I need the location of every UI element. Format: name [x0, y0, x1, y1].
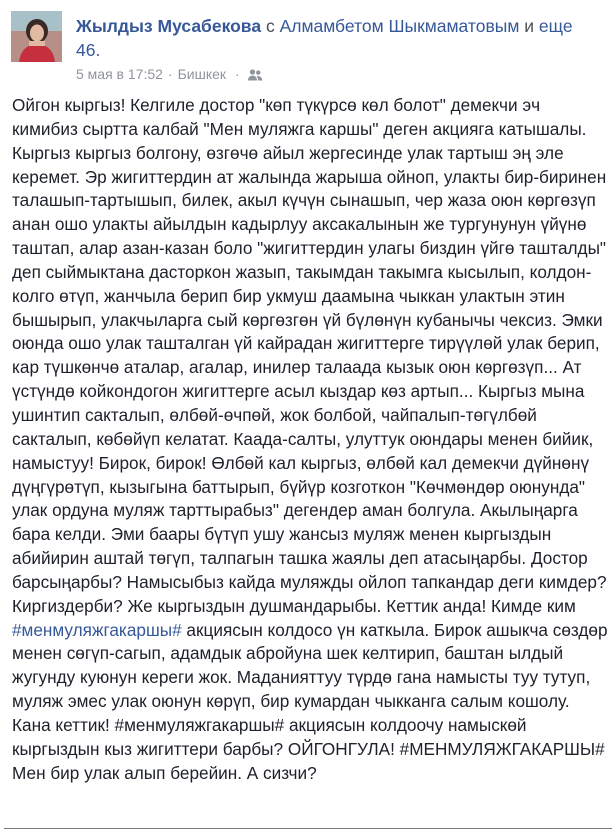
- with-word: с: [265, 16, 275, 36]
- post-location-link[interactable]: Бишкек: [177, 66, 227, 82]
- and-word: и: [524, 16, 535, 36]
- post-body-text: [12, 94, 610, 785]
- hashtag-link[interactable]: #менмуляжгакаршы#: [12, 619, 182, 640]
- meta-separator-2: ·: [234, 66, 240, 82]
- tagged-person-link[interactable]: Алмамбетом Шыкмаматовым: [279, 16, 520, 36]
- author-name-link[interactable]: Жылдыз Мусабекова: [76, 16, 262, 36]
- post-text-segment: акциясын колдосо үн каткыла. Бирок ашыкча сөздөр менен сөгүп-сагып, адамдык абройуна шек келтирип, баштан ылдый жугунду куюнун кереги жок. Маданияттуу түрдө гана намысты туу тутуп, муляж эмес улак оюнун көрүп, бир кумардан чыкканга салым кошолу. Кана кеттик! #менмуляжгакаршы# акциясын колдоочу намыскөй кыргыздын кыз жигиттери барбы? ОЙГОНГУЛА! #МЕНМУЛЯЖГАКАРШЫ# Мен бир улак алып берейин. А сизчи?: [12, 619, 608, 783]
- post-meta: [76, 66, 263, 85]
- post-timestamp-link[interactable]: 5 мая в 17:52: [76, 66, 163, 82]
- avatar-photo-icon: [11, 11, 62, 62]
- meta-separator: ·: [167, 66, 173, 82]
- others-link[interactable]: еще 46.: [76, 16, 573, 60]
- friends-icon[interactable]: [247, 68, 263, 85]
- post-text-segment: Ойгон кыргыз! Келгиле достор "көп түкүрсө көл болот" демекчи эч кимибиз сыртта калбай "Мен муляжга каршы" деген акцияга катышалы. Кыргыз кыргыз болгону, өзгөчө айыл жергесинде улак тартыш эң эле керемет. Эр жигиттердин ат жалында жарыша ойноп, улакты бир-биринен талашып-тартышып, билек, акыл күчүн сынашып, чер жаза оюн көргөзүп анан ошо улакты айылдын кадырлуу аксакалынын же тургунунун үйүнө таштап, алар азан-казан боло "жигиттердин улагы биздин үйгө ташталды" деп сыймыктана дасторкон жазып, такымдан такымга кысылып, колдон-колго өтүп, жанчыла берип бир укмуш даамына чыккан улактын этин бышырып, улакчыларга сый көргөзгөн үй бүлөнүн кубанычы чексиз. Эмки оюнда ошо улак ташталган үй кайрадан жигиттерге тирүүлөй улак берип, кар түшкөнчө аталар, агалар, инилер талаада кызык оюн көргөзүп... Ат үстүндө койкондогон жигиттерге асыл кыздар көз артып... Кыргыз мына ушинтип сакталып, өлбөй-өчпөй, жок болбой, чайпалып-төгүлбөй сакталып, көбөйүп келатат. Каада-салты, улуттук оюндары менен бийик, намыстуу! Бирок, бирок! Өлбөй кал кыргыз, өлбөй кал демекчи дүйнөнү дүңгүрөтүп, кызыгына баттырып, бүйүр козготкон "Көчмөндөр оюнунда" улак ордуна муляж тарттырабыз" дегендер аман болгула. Акылыңарга бара келди. Эми баары бүтүп ушу жансыз муляж менен кыргыздын абийирин аштай төгүп, талпагын ташка жаялы деп атасыңарбы. Достор барсыңарбы? Намысыбыз кайда муляжды ойлоп тапкандар деги кимдер? Киргиздерби? Же кыргыздын душмандарыбы. Кеттик анда! Кимде ким: [12, 95, 607, 616]
- post-title-line: [76, 14, 592, 62]
- author-avatar[interactable]: [11, 11, 62, 62]
- screenshot-cut-divider: [4, 828, 612, 829]
- post-header: [0, 0, 616, 88]
